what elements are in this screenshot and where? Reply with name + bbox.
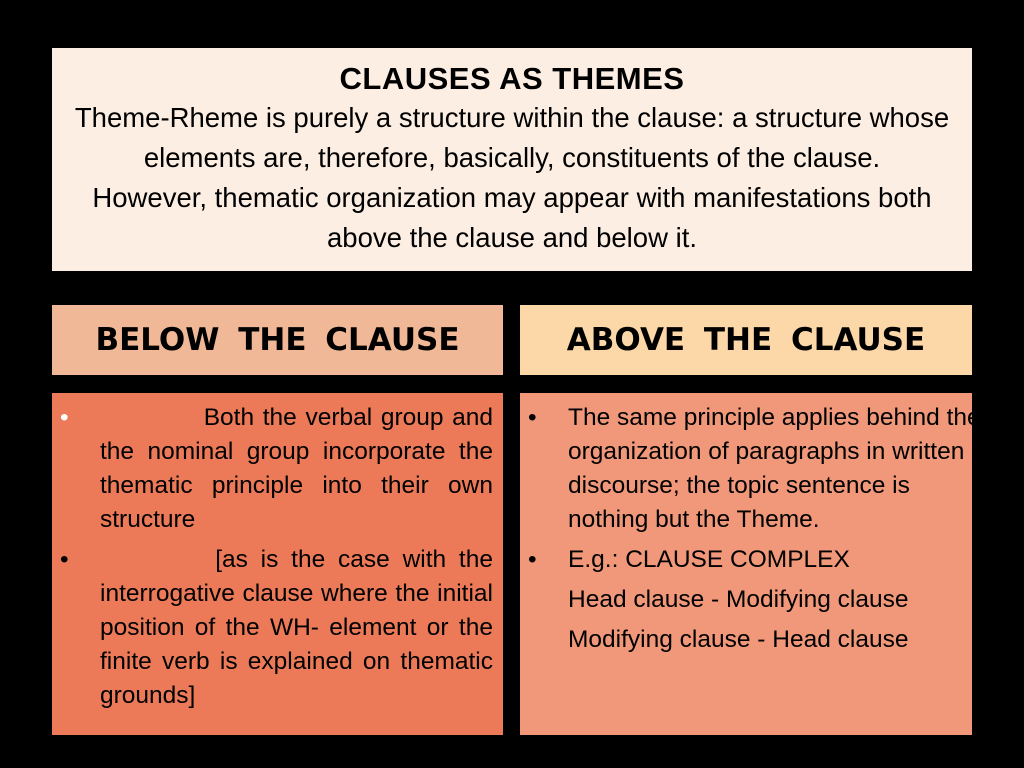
list-item-text: Both the verbal group and the nominal group incorporate the thematic principle into their own structure xyxy=(100,404,500,533)
bullet-icon: • xyxy=(60,546,69,573)
bullet-icon: • xyxy=(60,404,69,431)
below-clause-heading: BELOW THE CLAUSE xyxy=(52,305,503,375)
list-item xyxy=(528,543,964,577)
bullet-icon: • xyxy=(528,404,537,431)
above-clause-heading: ABOVE THE CLAUSE xyxy=(520,305,972,375)
slide-title: CLAUSES AS THEMES xyxy=(339,61,685,96)
intro-text xyxy=(52,98,972,258)
list-item-text: discourse; the topic sentence is xyxy=(568,472,910,499)
intro-line: elements are, therefore, basically, constituents of the clause. xyxy=(143,142,881,173)
above-clause-panel xyxy=(520,393,981,735)
list-item-text: The same principle applies behind the xyxy=(568,404,981,431)
intro-panel xyxy=(52,48,972,271)
intro-line: Theme-Rheme is purely a structure within the clause: a structure whose xyxy=(74,102,950,133)
list-item xyxy=(60,401,500,537)
list-item-text: organization of paragraphs in written xyxy=(568,438,965,465)
list-item xyxy=(60,543,500,713)
bullet-icon: • xyxy=(528,546,537,573)
list-item-text: [as is the case with the interrogative clause where the initial position of the WH- element or the finite verb is explained on thematic grounds] xyxy=(100,546,500,709)
list-item xyxy=(528,401,981,537)
below-clause-panel xyxy=(52,393,503,735)
example-line: Modifying clause - Head clause xyxy=(568,626,909,653)
intro-line: above the clause and below it. xyxy=(327,222,697,253)
example-line: Head clause - Modifying clause xyxy=(568,586,909,613)
intro-line: However, thematic organization may appear with manifestations both xyxy=(92,182,932,213)
list-item-text: E.g.: CLAUSE COMPLEX xyxy=(568,546,850,573)
list-item-text: nothing but the Theme. xyxy=(568,506,820,533)
